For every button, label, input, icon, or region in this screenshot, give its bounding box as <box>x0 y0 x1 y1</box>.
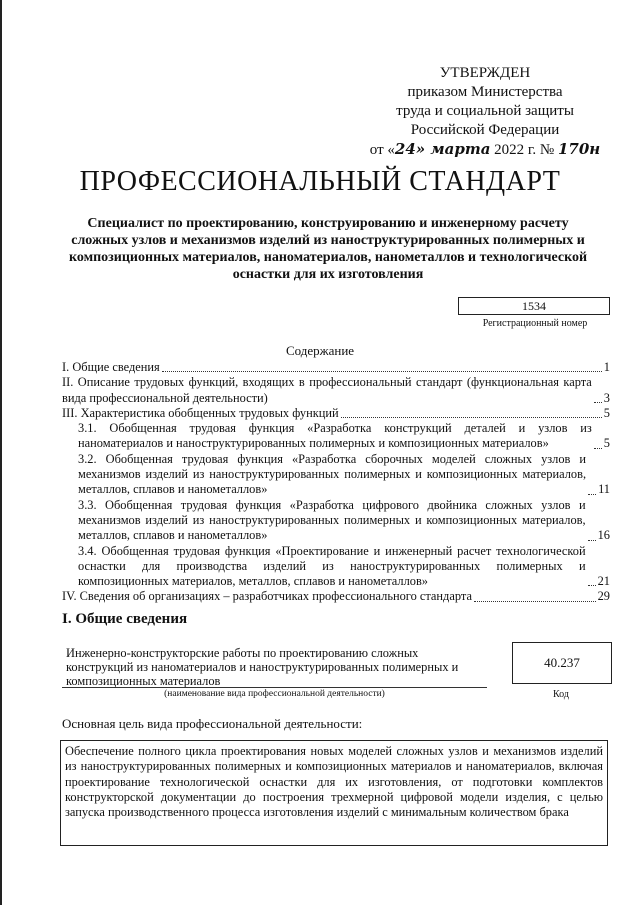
toc-heading: Содержание <box>285 343 355 358</box>
toc-entry[interactable] <box>62 544 610 590</box>
approval-line-1: УТВЕРЖДЕН <box>439 65 531 81</box>
toc-entry[interactable] <box>62 421 610 452</box>
date-year: 2022 г. № <box>490 142 558 158</box>
toc-entry-text: I. Общие сведения <box>62 360 160 374</box>
toc-leader <box>588 540 596 541</box>
handwritten-month: » марта <box>415 140 491 158</box>
toc-entry[interactable] <box>62 498 610 544</box>
activity-underline <box>62 687 487 688</box>
toc-entry-page: 21 <box>597 574 610 589</box>
date-prefix: от « <box>369 142 395 158</box>
code-caption: Код <box>553 689 569 700</box>
toc-entry-text: IV. Сведения об организациях – разработчиках профессионального стандарта <box>62 589 472 604</box>
toc-leader <box>162 371 602 372</box>
toc-leader <box>594 402 602 403</box>
toc-entry-text: 3.1. Обобщенная трудовая функция «Разработка конструкций деталей и узлов из наноматериалов и наноструктурированных полимерных и композиционных материалов» <box>78 421 592 451</box>
toc-leader <box>341 417 602 418</box>
toc-entry-page: 29 <box>597 589 610 604</box>
toc-entry-text: II. Описание трудовых функций, входящих в профессиональный стандарт (функциональная карта вида профессиональной деятельности) <box>62 375 592 405</box>
toc-entry-text: 3.3. Обобщенная трудовая функция «Разработка цифрового двойника сложных узлов и механизмов изделий из наноструктурированных полимерных и композиционных материалов, металлов, сплавов и нанометаллов» <box>78 497 586 543</box>
toc-leader <box>594 448 602 449</box>
registration-number-label: Регистрационный номер <box>482 318 588 329</box>
toc-entry-page: 5 <box>603 436 610 451</box>
scan-edge <box>0 0 2 905</box>
toc-entry-text: III. Характеристика обобщенных трудовых функций <box>62 405 339 420</box>
toc-leader <box>588 494 596 495</box>
handwritten-number: 170н <box>557 140 601 158</box>
toc-entry[interactable] <box>62 360 610 375</box>
toc-leader <box>474 601 596 602</box>
activity-caption: (наименование вида профессиональной деятельности) <box>164 689 385 699</box>
activity-name: Инженерно-конструкторские работы по проектированию сложных конструкций из наноматериалов и наноструктурированных полимерных и композиционных материалов <box>66 646 459 688</box>
standard-subtitle: Специалист по проектированию, конструированию и инженерному расчету сложных узлов и механизмов изделий из наноструктурированных полимерных и композиционных материалов, наноматериалов, нанометаллов и технологической оснастки для их изготовления <box>68 216 588 282</box>
approval-line-4: Российской Федерации <box>410 122 560 138</box>
document-title: ПРОФЕССИОНАЛЬНЫЙ СТАНДАРТ <box>79 166 561 197</box>
toc-entry-page: 3 <box>603 390 610 405</box>
toc-entry-page: 1 <box>603 360 610 374</box>
toc-entry-page: 11 <box>598 482 610 497</box>
approval-line-3: труда и социальной защиты <box>396 103 574 119</box>
toc-entry[interactable] <box>62 406 610 421</box>
toc-entry-text: 3.4. Обобщенная трудовая функция «Проектирование и инженерный расчет технологической оснастки для производства изделий из наноструктурированных полимерных и композиционных материалов, металлов, сплавов и нанометаллов» <box>78 543 586 589</box>
toc-entry-page: 16 <box>597 528 610 543</box>
approval-block <box>360 64 610 160</box>
registration-number-box: 1534 <box>458 297 610 315</box>
toc-entry[interactable] <box>62 589 610 604</box>
handwritten-day: 24 <box>394 140 416 158</box>
activity-code: 40.237 <box>512 642 612 684</box>
goal-text: Обеспечение полного цикла проектирования новых моделей сложных узлов и механизмов изделий из наноструктурированных полимерных и композиционных материалов и наноматериалов, включая проектирование технологической оснастки для их изготовления, от подготовки комплектов конструкторской документации до построения трехмерной цифровой модели изделия, с целью запуска производственного процесса изготовления изделий с минимальным количеством брака <box>60 740 608 846</box>
toc-entry-text: 3.2. Обобщенная трудовая функция «Разработка сборочных моделей сложных узлов и механизмов изделий из наноструктурированных полимерных и композиционных материалов, металлов, сплавов и нанометаллов» <box>78 451 587 497</box>
section-heading: I. Общие сведения <box>62 611 188 627</box>
approval-date <box>360 140 610 160</box>
toc-leader <box>588 585 596 586</box>
table-of-contents <box>62 360 610 605</box>
approval-line-2: приказом Министерства <box>407 84 563 100</box>
toc-entry[interactable] <box>62 375 610 406</box>
toc-entry[interactable] <box>62 452 610 498</box>
goal-label: Основная цель вида профессиональной деятельности: <box>62 716 363 731</box>
toc-entry-page: 5 <box>603 405 610 420</box>
